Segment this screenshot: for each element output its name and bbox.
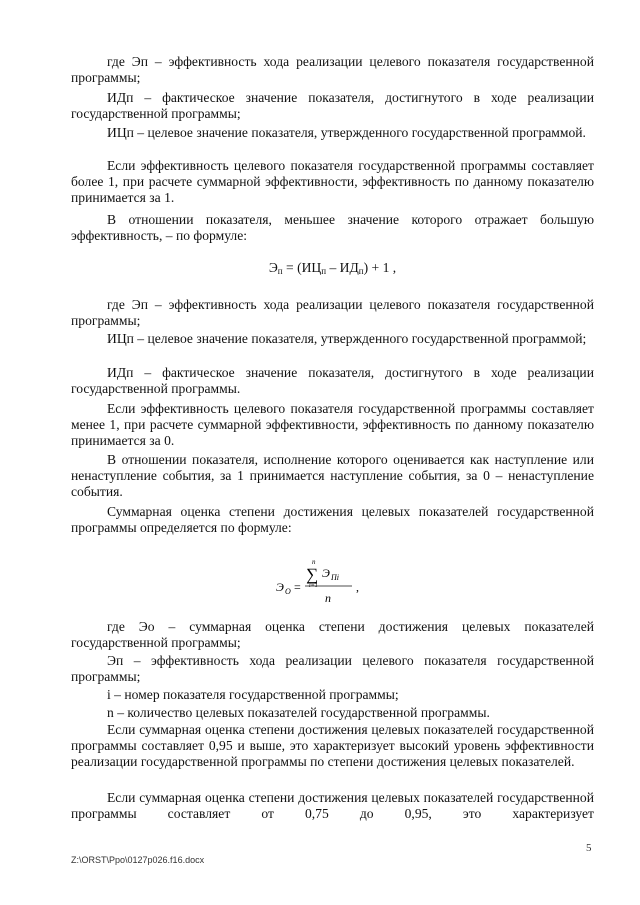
formula-symbol: Э: [268, 260, 278, 275]
sum-term: Э: [322, 566, 330, 580]
paragraph: где Эп – эффективность хода реализации целевого показателя государственной программы;: [71, 297, 594, 329]
paragraph: Если эффективность целевого показателя государственной программы составляет менее 1, при расчете суммарной эффективности, эффективность по данному показателю принимается за 0.: [71, 401, 594, 449]
sum-sign: ∑: [306, 565, 319, 584]
paragraph: ИЦп – целевое значение показателя, утвержденного государственной программой.: [107, 125, 586, 140]
paragraph: где Эп – эффективность хода реализации целевого показателя государственной программы;: [71, 54, 594, 86]
formula-lhs-sub: О: [285, 587, 291, 596]
paragraph: Эп – эффективность хода реализации целевого показателя государственной программы;: [71, 653, 594, 685]
footer-file-path: Z:\ORST\Ppo\0127p026.f16.docx: [71, 855, 205, 865]
paragraph: В отношении показателя, меньшее значение которого отражает большую эффективность, – по формуле:: [71, 212, 594, 244]
formula-subscript: п: [358, 266, 364, 276]
paragraph: Если суммарная оценка степени достижения целевых показателей государственной программы составляет от 0,75 до 0,95, это характеризует: [71, 790, 594, 822]
paragraph: ИЦп – целевое значение показателя, утвержденного государственной программой;: [107, 331, 587, 346]
paragraph: В отношении показателя, исполнение которого оценивается как наступление или ненаступление события, за 1 принимается наступление события, за 0 – ненаступление события.: [71, 452, 594, 500]
page-number: 5: [586, 842, 592, 854]
paragraph: Если суммарная оценка степени достижения целевых показателей государственной программы составляет 0,95 и выше, это характеризует высокий уровень эффективности реализации государственной программы по степени достижения целевых показателей.: [71, 722, 594, 770]
formula-subscript: п: [277, 266, 283, 276]
formula-equals: =: [294, 580, 301, 594]
sum-term-sub: Пi: [331, 573, 339, 582]
formula-summary: [272, 558, 392, 608]
paragraph: Суммарная оценка степени достижения целевых показателей государственной программы определяется по формуле:: [71, 504, 594, 536]
formula-tail: ,: [356, 580, 359, 594]
formula-part: = (ИЦ: [282, 260, 322, 275]
formula-subscript: п: [321, 266, 327, 276]
paragraph: где Эо – суммарная оценка степени достижения целевых показателей государственной программы;: [71, 619, 594, 651]
paragraph: Если эффективность целевого показателя государственной программы составляет более 1, при расчете суммарной эффективности, эффективность по данному показателю принимается за 1.: [71, 158, 594, 206]
formula-part: – ИД: [326, 260, 359, 275]
formula-part: ) + 1 ,: [363, 260, 397, 275]
paragraph: ИДп – фактическое значение показателя, достигнутого в ходе реализации государственной программы.: [71, 365, 594, 397]
paragraph: ИДп – фактическое значение показателя, достигнутого в ходе реализации государственной программы;: [71, 90, 594, 122]
sum-lower-limit: i=1: [309, 583, 318, 589]
formula-efficiency: [71, 260, 594, 279]
fraction-denominator: n: [325, 591, 331, 605]
sum-upper-limit: n: [312, 558, 316, 566]
formula-lhs: Э: [276, 580, 284, 594]
paragraph: i – номер показателя государственной программы;: [107, 687, 399, 702]
paragraph: n – количество целевых показателей государственной программы.: [107, 705, 490, 720]
